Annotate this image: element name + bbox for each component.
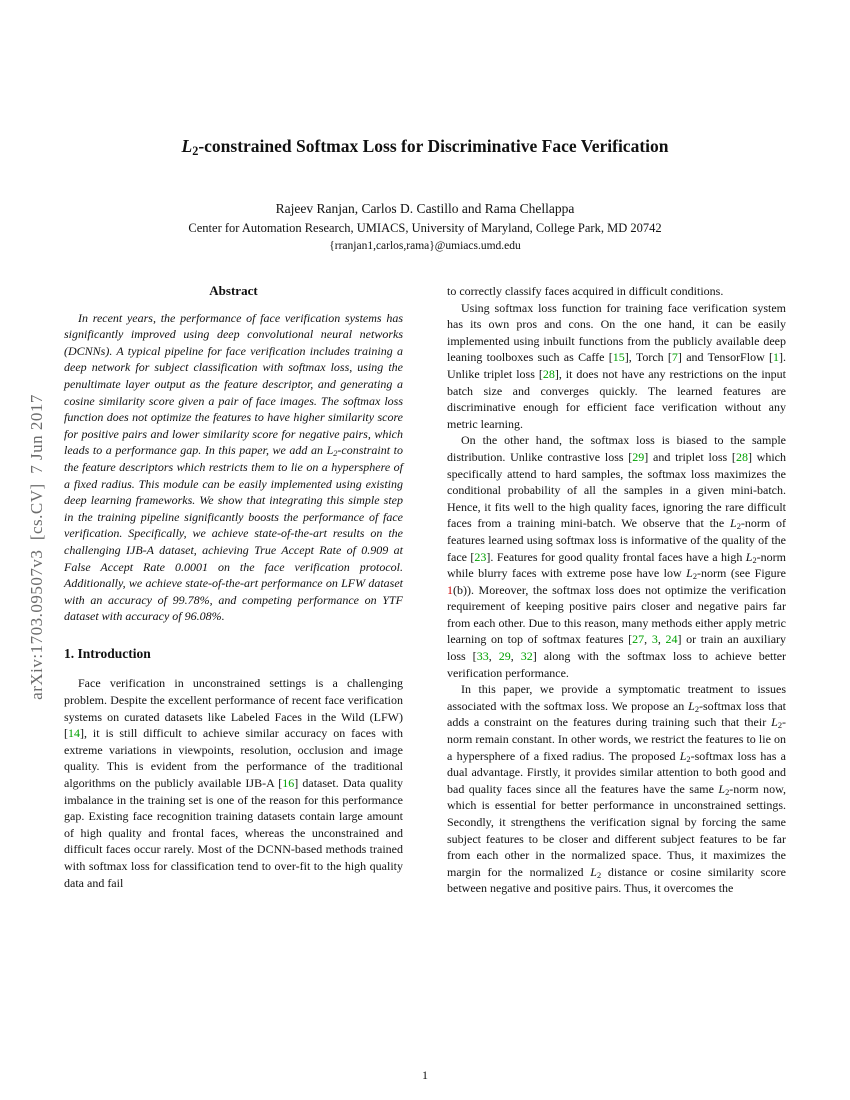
paper-header: [0, 136, 850, 252]
paper-title: [0, 136, 850, 157]
text-segment: -norm of features learned using softmax loss is informative of the quality of the face [: [447, 516, 786, 564]
text-segment: 2: [333, 449, 338, 459]
text-segment: ] or train an auxiliary loss [: [447, 632, 787, 664]
arxiv-watermark: arXiv:1703.09507v3 [cs.CV] 7 Jun 2017: [27, 394, 46, 700]
text-segment: L: [718, 781, 726, 796]
text-segment: 2: [725, 787, 730, 797]
citation-link[interactable]: 1: [773, 350, 780, 365]
citation-link[interactable]: 33: [476, 649, 489, 664]
right-paragraph-3: [447, 681, 786, 897]
text-segment: 2: [752, 555, 757, 565]
text-segment: to correctly classify faces acquired in difficult conditions.: [447, 284, 724, 298]
text-segment: 2: [694, 704, 699, 714]
text-segment: In this paper, we provide a symptomatic treatment to issues associated with the softmax loss. We propose an: [447, 682, 786, 713]
citation-link[interactable]: 29: [632, 449, 645, 464]
text-segment: L: [730, 516, 737, 531]
text-segment: -norm while blurry faces with extreme pose have low: [447, 549, 786, 581]
text-segment: -norm now, which is essential for better performance in unconstrained settings. Secondly, it strengthens the verification signal by forcing the same subject features to be closer and different subject features to be far from each other in the normalized space. Thus, it maximizes the margin for the normalized: [447, 781, 786, 879]
text-segment: (b)). Moreover, the softmax loss does not optimize the verification requirement of keeping positive pairs closer and negative pairs far from each other. Due to this reason, many methods either apply metric learning on top of softmax features [: [447, 582, 786, 647]
text-segment: 2: [686, 754, 691, 764]
abstract-heading: Abstract: [209, 283, 258, 298]
text-segment: 2: [692, 572, 698, 582]
text-segment: -norm remain constant. In other words, we restrict the features to lie on a hypersphere of a fixed radius. The proposed: [447, 715, 786, 763]
text-segment: In recent years, the performance of face verification systems has significantly improved using deep convolutional neural networks (DCNNs). A typical pipeline for face verification includes training a deep network for subject classification with softmax loss, using the penultimate layer output as the feature descriptor, and generating a cosine similarity score given a pair of face images. The softmax loss function does not optimize the features to have higher similarity score for positive pairs and lower similarity score for negative pairs, which leads to a performance gap. In this paper, we add an: [64, 310, 403, 458]
citation-link[interactable]: 28: [542, 366, 555, 381]
text-segment: ]. Unlike triplet loss [: [447, 350, 787, 381]
text-segment: ,: [657, 632, 666, 647]
citation-link[interactable]: 23: [474, 549, 487, 564]
text-segment: ] along with the softmax loss to achieve better verification performance.: [447, 649, 787, 680]
citation-link[interactable]: 15: [612, 350, 625, 365]
text-segment: Using softmax loss function for training face verification system has its own pros and cons. On the one hand, it can be easily implemented using inbuilt functions from the publicly available deep leaning toolboxes such as Caffe [: [447, 300, 786, 365]
figure-ref-link[interactable]: 1: [447, 582, 453, 597]
citation-link[interactable]: 29: [498, 649, 511, 664]
text-segment: 2: [596, 870, 602, 880]
citation-link[interactable]: 14: [68, 726, 80, 741]
text-segment: ], it does not have any restrictions on the input batch size and converges quickly. The learned features are discriminative enough for efficient face verification without any metric learning.: [447, 366, 786, 431]
citation-link[interactable]: 7: [671, 350, 678, 365]
two-column-body: [64, 283, 786, 897]
text-segment: L: [181, 136, 193, 156]
text-segment: ], Torch [: [624, 350, 672, 365]
text-segment: L: [688, 698, 695, 713]
text-segment: ]. Features for good quality frontal faces have a high: [486, 549, 746, 564]
right-paragraph-2: [447, 432, 786, 681]
text-segment: Face verification in unconstrained settings is a challenging problem. Despite the excellent performance of recent face verification systems on curated datasets like Labeled Faces in the Wild (LFW) [: [64, 676, 403, 741]
right-column: [447, 283, 786, 897]
citation-link[interactable]: 3: [651, 632, 658, 647]
right-paragraph-continuation: [447, 283, 786, 300]
text-segment: -softmax loss has a dual advantage. Firstly, it provides similar attention to both good and bad quality faces since all the features have the same: [447, 748, 787, 796]
text-segment: ,: [510, 649, 521, 664]
section-heading-introduction: 1. Introduction: [64, 645, 151, 661]
text-segment: L: [686, 566, 693, 581]
left-column: [64, 283, 403, 897]
page-number: 1: [422, 1068, 428, 1082]
right-paragraph-1: [447, 300, 786, 433]
text-segment: 2: [777, 721, 782, 731]
citation-link[interactable]: 16: [282, 776, 295, 791]
text-segment: 2: [192, 144, 199, 159]
text-segment: ,: [644, 632, 652, 647]
citation-link[interactable]: 24: [665, 632, 678, 647]
text-segment: L: [326, 443, 334, 458]
text-segment: -softmax loss that adds a constraint on the features during training such that their: [447, 698, 786, 730]
affiliation-line: Center for Automation Research, UMIACS, University of Maryland, College Park, MD 20742: [188, 221, 662, 235]
abstract-text: [64, 310, 403, 625]
text-segment: L: [771, 715, 778, 730]
text-segment: -norm (see Figure: [697, 566, 786, 581]
text-segment: L: [590, 864, 597, 879]
citation-link[interactable]: 32: [520, 649, 533, 664]
citation-link[interactable]: 28: [735, 449, 748, 464]
text-segment: ] dataset. Data quality imbalance in the training set is one of the reason for this performance gap. Existing face recognition training datasets contain large amount of high quality and frontal faces, whereas the unconstrained and difficult faces occur rarely. Most of the DCNN-based methods trained with softmax loss for classification tend to over-fit to the high quality data and fail: [64, 776, 403, 890]
text-segment: On the other hand, the softmax loss is biased to the sample distribution. Unlike contrastive loss [: [447, 433, 786, 464]
text-segment: -constraint to the feature descriptors which restricts them to lie on a hypersphere of a fixed radius. This module can be easily implemented using existing deep learning frameworks. We show that integrating this simple step in the training pipeline significantly boosts the performance of face verification. Specifically, we achieve state-of-the-art results on the challenging IJB-A dataset, achieving True Accept Rate of 0.909 at False Accept Rate 0.0001 on the face verification protocol. Additionally, we achieve state-of-the-art performance on LFW dataset with an accuracy of 99.78%, and competing performance on YTF dataset with accuracy of 96.08%.: [64, 443, 404, 624]
text-segment: ] and triplet loss [: [644, 449, 736, 464]
text-segment: ] and TensorFlow [: [677, 350, 774, 365]
citation-link[interactable]: 27: [632, 632, 645, 647]
text-segment: L: [679, 748, 687, 763]
authors-line: Rajeev Ranjan, Carlos D. Castillo and Rama Chellappa: [275, 201, 575, 216]
text-segment: ] which specifically attend to hard samples, the softmax loss maximizes the conditional probability of all the samples in a given mini-batch. Hence, it fits well to the high quality faces, ignoring the rare difficult faces from a training mini-batch. We observe that the: [447, 449, 787, 531]
text-segment: distance or cosine similarity score between negative and positive pairs. Thus, it overcomes the: [447, 864, 786, 896]
text-segment: L: [745, 549, 753, 564]
text-segment: 2: [736, 522, 741, 532]
email-line: {rranjan1,carlos,rama}@umiacs.umd.edu: [329, 240, 521, 252]
text-segment: ], it is still difficult to achieve similar accuracy on faces with extreme variations in viewpoints, resolution, occlusion and image quality. This is evident from the performance of the traditional algorithms on the publicly available IJB-A [: [64, 726, 403, 791]
text-segment: ,: [488, 649, 499, 664]
text-segment: -constrained Softmax Loss for Discriminative Face Verification: [198, 136, 669, 156]
intro-paragraph-1: [64, 675, 403, 891]
